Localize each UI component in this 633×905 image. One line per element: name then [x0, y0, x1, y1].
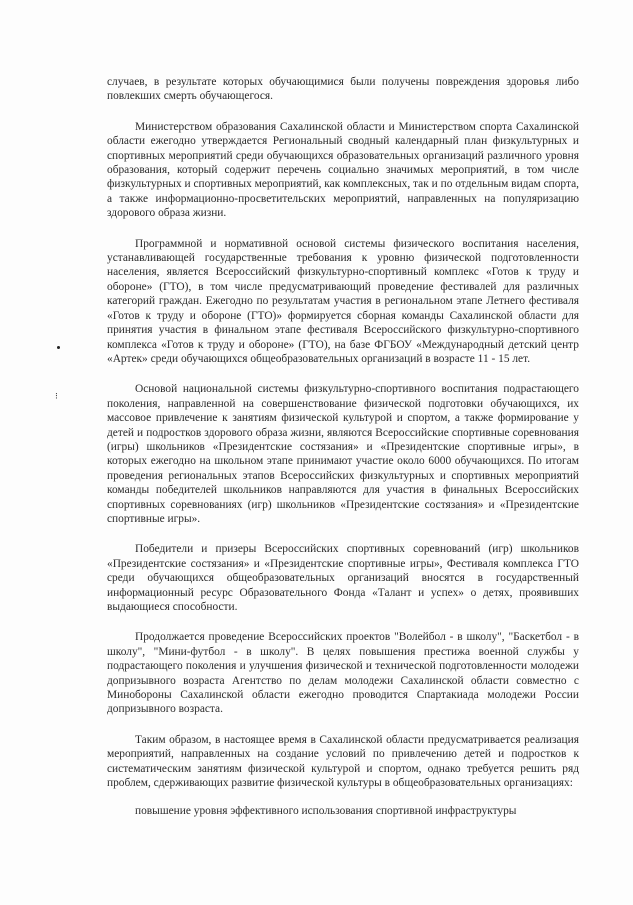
paragraph: Основой национальной системы физкультурно-спортивного воспитания подрастающего поколения, направленной на совершенствование физической подготовки обучающихся, их массовое привлечение к занятиям физической культурой и спортом, а также формирование у детей и подростков здорового образа жизни, являются Всероссийские спортивные соревнования (игры) школьников «Президентские состязания» и «Президентские спортивные игры», в которых ежегодно на школьном этапе принимают участие около 6000 обучающихся. По итогам проведения региональных этапов Всероссийских физкультурных и спортивных мероприятий команды победителей школьников направляются для участия в финальных Всероссийских спортивных соревнованиях (игр) школьников «Президентские состязания» и «Президентские спортивные игры».	[107, 383, 579, 525]
paragraph: Продолжается проведение Всероссийских проектов "Волейбол - в школу", "Баскетбол - в школу", "Мини-футбол - в школу". В целях повышения престижа военной службы у подрастающего поколения и улучшения физической и технической подготовленности молодежи допризывного возраста Агентство по делам молодежи Сахалинской области совместно с Минобороны Сахалинской области ежегодно проводится Спартакиада молодежи России допризывного возраста.	[107, 631, 579, 716]
paragraph: Победители и призеры Всероссийских спортивных соревнований (игр) школьников «Президентские состязания» и «Президентские спортивные игры», Фестиваля комплекса ГТО среди обучающихся общеобразовательных организаций вносятся в государственный информационный ресурс Образовательного Фонда «Талант и успех» о детях, проявивших выдающиеся способности.	[107, 543, 579, 613]
margin-mark: ⁝	[55, 392, 58, 402]
paragraph: повышение уровня эффективного использования спортивной инфраструктуры	[135, 805, 517, 818]
paragraph: Министерством образования Сахалинской области и Министерством спорта Сахалинской области ежегодно утверждается Региональный сводный календарный план физкультурных и спортивных мероприятий среди обучающихся образовательных организаций различного уровня образования, который содержит перечень социально значимых мероприятий, в том числе физкультурных и спортивных мероприятий, как комплексных, так и по отдельным видам спорта, а также информационно-просветительских мероприятий, направленных на популяризацию здорового образа жизни.	[107, 120, 579, 220]
document-body	[107, 75, 579, 819]
paragraph: Программной и нормативной основой системы физического воспитания населения, устанавливающей государственные требования к уровню физической подготовленности населения, является Всероссийский физкультурно-спортивный комплекс «Готов к труду и обороне» (ГТО), в том числе предусматривающий проведение фестивалей для различных категорий граждан. Ежегодно по результатам участия в региональном этапе Летнего фестиваля «Готов к труду и обороне (ГТО)» формируется сборная команды Сахалинской области для принятия участия в финальном этапе фестиваля Всероссийского физкультурно-спортивного комплекса «Готов к труду и обороне» (ГТО), на базе ФГБОУ «Международный детский центр «Артек» среди обучающихся общеобразовательных организаций в возрасте 11 - 15 лет.	[107, 237, 579, 365]
paragraph-continuation: случаев, в результате которых обучающимися были получены повреждения здоровья либо повлекших смерть обучающегося.	[107, 76, 579, 103]
paragraph: Таким образом, в настоящее время в Сахалинской области предусматривается реализация мероприятий, направленных на создание условий по привлечению детей и подростков к систематическим занятиям физической культурой и спортом, однако требуется решить ряд проблем, сдерживающих развитие физической культуры в общеобразовательных организациях:	[107, 733, 579, 790]
margin-mark	[57, 346, 60, 349]
